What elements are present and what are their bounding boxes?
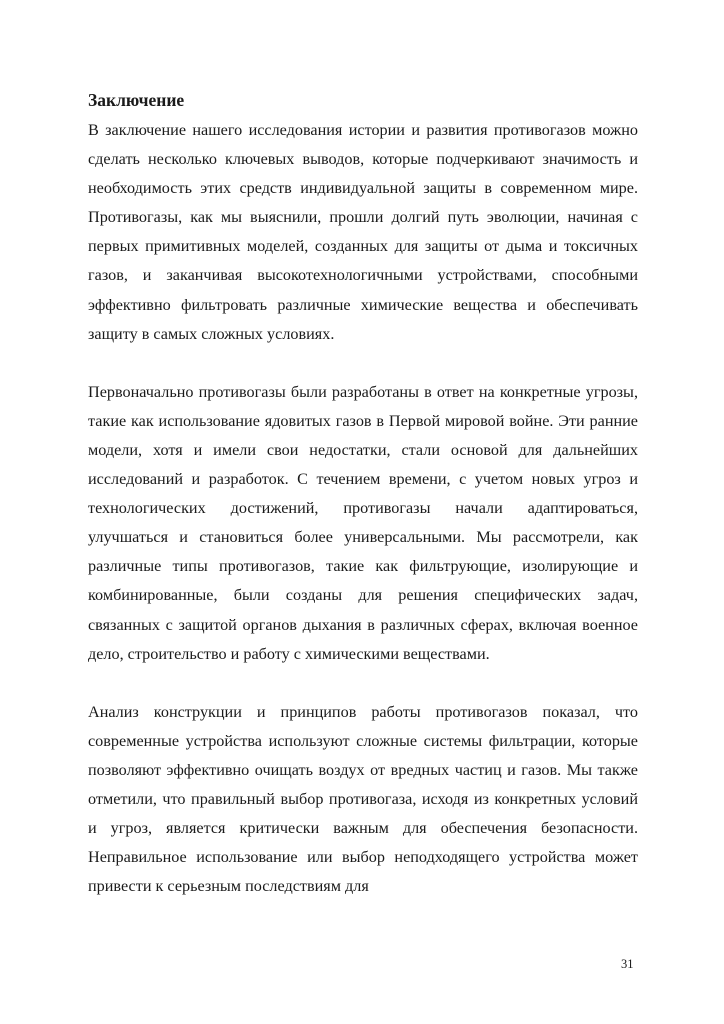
page-number: 31 — [621, 957, 634, 971]
paragraph-1: В заключение нашего исследования истории и развития противогазов можно сделать несколько ключевых выводов, которые подчеркивают значимость и необходимость этих средств индивидуальной защиты в современном мире. Противогазы, как мы выяснили, прошли долгий путь эволюции, начиная с первых примитивных моделей, созданных для защиты от дыма и токсичных газов, и заканчивая высокотехнологичными устройствами, способными эффективно фильтровать различные химические вещества и обеспечивать защиту в самых сложных условиях. — [88, 121, 638, 343]
page-content — [88, 88, 638, 901]
paragraph-2: Первоначально противогазы были разработаны в ответ на конкретные угрозы, такие как использование ядовитых газов в Первой мировой войне. Эти ранние модели, хотя и имели свои недостатки, стали основой для дальнейших исследований и разработок. С течением времени, с учетом новых угроз и технологических достижений, противогазы начали адаптироваться, улучшаться и становиться более универсальными. Мы рассмотрели, как различные типы противогазов, такие как фильтрующие, изолирующие и комбинированные, были созданы для решения специфических задач, связанных с защитой органов дыхания в различных сферах, включая военное дело, строительство и работу с химическими веществами. — [88, 382, 638, 663]
paragraph-3: Анализ конструкции и принципов работы противогазов показал, что современные устройства используют сложные системы фильтрации, которые позволяют эффективно очищать воздух от вредных частиц и газов. Мы также отметили, что правильный выбор противогаза, исходя из конкретных условий и угроз, является критически важным для обеспечения безопасности. Неправильное использование или выбор неподходящего устройства может привести к серьезным последствиям для — [88, 702, 638, 896]
section-heading: Заключение — [88, 90, 185, 110]
